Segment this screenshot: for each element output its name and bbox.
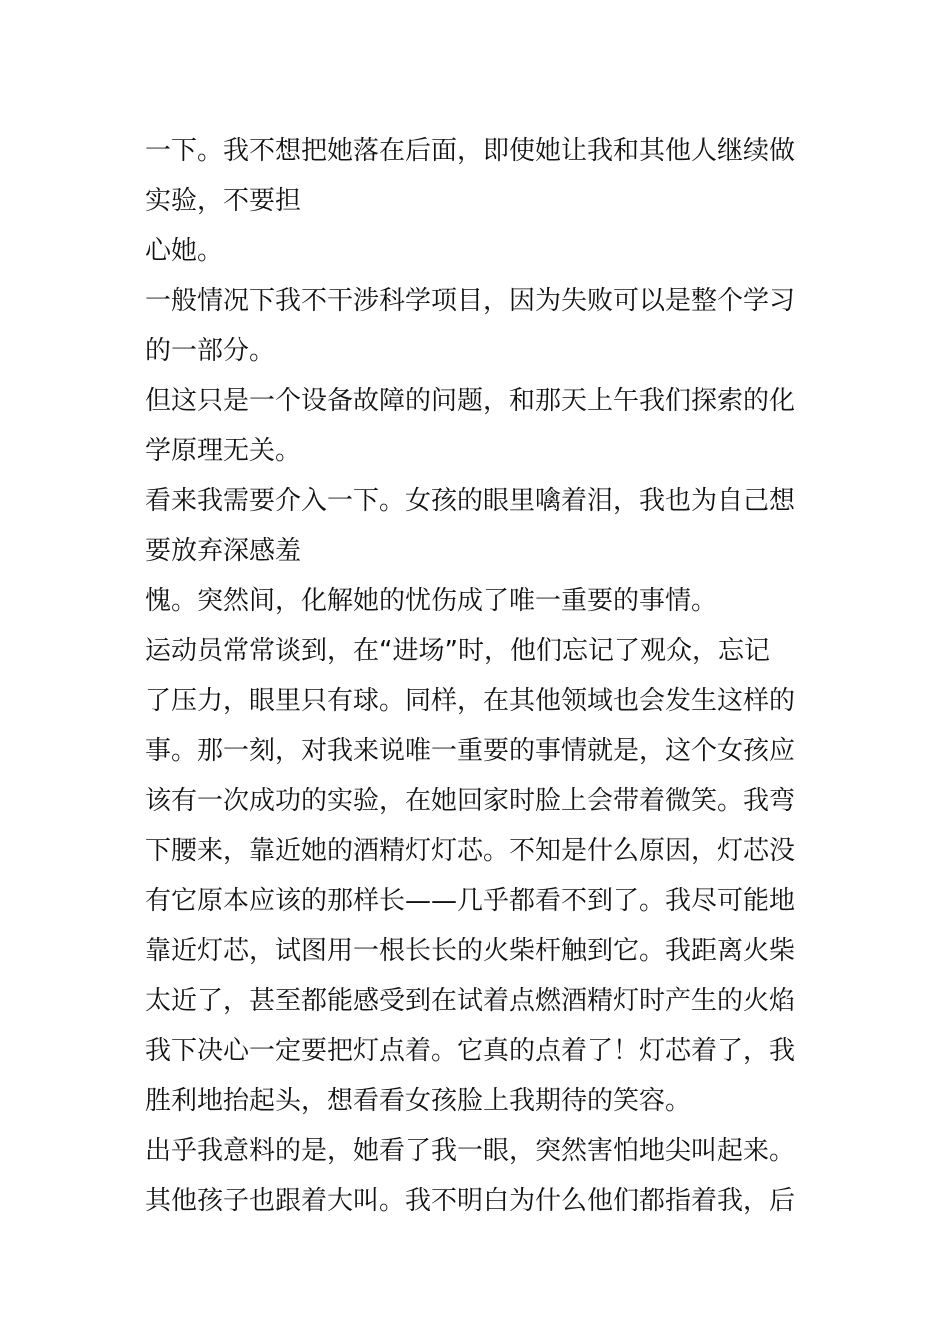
- text-line: 心她。: [145, 236, 224, 266]
- text-line: 其他孩子也跟着大叫。我不明白为什么他们都指着我，后: [145, 1186, 796, 1216]
- text-line: 下腰来，靠近她的酒精灯灯芯。不知是什么原因，灯芯没: [145, 836, 796, 866]
- text-line: 该有一次成功的实验，在她回家时脸上会带着微笑。我弯: [145, 786, 796, 816]
- text-line: 事。那一刻，对我来说唯一重要的事情就是，这个女孩应: [145, 736, 796, 766]
- text-line: 了压力，眼里只有球。同样，在其他领域也会发生这样的: [145, 686, 796, 716]
- text-line: 但这只是一个设备故障的问题，和那天上午我们探索的化: [145, 386, 796, 416]
- text-line: 胜利地抬起头，想看看女孩脸上我期待的笑容。: [145, 1086, 692, 1116]
- text-line: 看来我需要介入一下。女孩的眼里噙着泪，我也为自己想: [145, 486, 796, 516]
- text-line: 我下决心一定要把灯点着。它真的点着了！灯芯着了，我: [145, 1036, 796, 1066]
- text-line: 实验，不要担: [145, 186, 302, 216]
- text-line: 的一部分。: [145, 336, 276, 366]
- text-line: 一般情况下我不干涉科学项目，因为失败可以是整个学习: [145, 286, 796, 316]
- body-text: [145, 126, 815, 1226]
- text-line: 靠近灯芯，试图用一根长长的火柴杆触到它。我距离火柴: [145, 936, 796, 966]
- text-line: 太近了，甚至都能感受到在试着点燃酒精灯时产生的火焰: [145, 986, 796, 1016]
- text-line: 出乎我意料的是，她看了我一眼，突然害怕地尖叫起来。: [145, 1136, 796, 1166]
- text-line: 愧。突然间，化解她的忧伤成了唯一重要的事情。: [145, 586, 718, 616]
- text-line: 一下。我不想把她落在后面，即使她让我和其他人继续做: [145, 136, 796, 166]
- text-line: 有它原本应该的那样长——几乎都看不到了。我尽可能地: [145, 886, 796, 916]
- text-line: 要放弃深感羞: [145, 536, 302, 566]
- text-line: 运动员常常谈到，在“进场”时，他们忘记了观众，忘记: [145, 636, 770, 666]
- text-line: 学原理无关。: [145, 436, 302, 466]
